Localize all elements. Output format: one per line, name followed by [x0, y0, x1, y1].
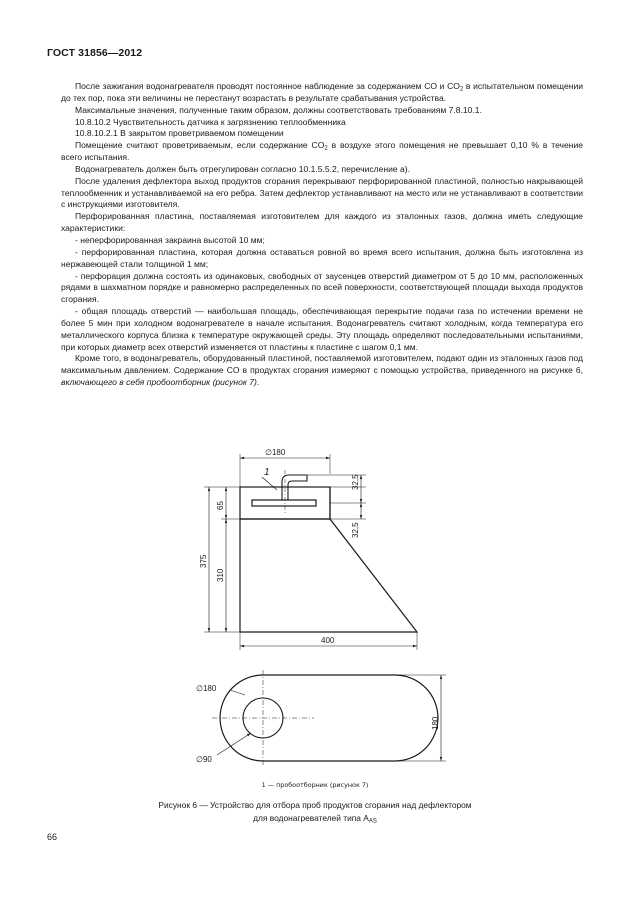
dim-plan-height: 180 [431, 716, 440, 730]
list-item: - перфорированная пластина, которая должна оставаться ровной во время всего испытания, должна быть изготовлена из нержавеющей стали толщиной 1 мм; [61, 246, 583, 269]
paragraph: После зажигания водонагревателя проводят постоянное наблюдение за содержанием CO и $CO_2$ в испытательном помещении до тех пор, пока эти величины не перестанут возрастать в результате срабатывания устройства. [61, 81, 584, 103]
side-view [240, 475, 417, 632]
paragraph: Кроме того, в водонагреватель, оборудованный пластиной, поставляемой изготовителем, подают один из эталонных газов под максимальным давлением. Содержание CO в продуктах сгорания измеряют с помощью устройства, приведенного на рисунке 6, включающего в себя пробоотборник (рисунок 7). [61, 353, 583, 388]
paragraph: Водонагреватель должен быть отрегулирован согласно 10.1.5.5.2, перечисление а). [75, 163, 410, 174]
dim-375: 375 [199, 554, 208, 568]
plan-view [212, 670, 446, 766]
dim-65: 65 [216, 501, 225, 510]
list-item: - неперфорированная закраина высотой 10 мм; [75, 234, 265, 245]
list-item: - общая площадь отверстий — наибольшая площадь, обеспечивающая перекрытие подачи газа по истечении времени не более 5 мин при холодном водонагревателе в начале испытания. Водонагреватель считают холодным, когда температура его металлического корпуса близка к температуре окружающей среды. Эту площадь определяют последовательными испытаниями, при которых диаметр всех отверстий изменяется от пластины к пластине с шагом 0,1 мм. [61, 306, 583, 352]
figure-caption: Рисунок 6 — Устройство для отбора проб продуктов сгорания над дефлектором для водонагревателей типа $A_{AS}$ [158, 800, 472, 824]
sampling-plate [252, 500, 316, 506]
svg-text:1: 1 [264, 467, 270, 478]
dim-plan-outer: ∅180 [196, 684, 217, 693]
dim-top-width: ∅180 [265, 448, 286, 457]
deflector-body-outline [240, 487, 417, 632]
paragraph: Помещение считают проветриваемым, если содержание $CO_2$ в воздухе этого помещения не превышает 0,10 % в течение всего испытания. [61, 140, 583, 163]
leader-inner [217, 733, 251, 755]
dim-cap-lower: 32,5 [351, 522, 360, 538]
paragraph: Перфорированная пластина, поставляемая изготовителем для каждого из эталонных газов, должна иметь следующие характеристики: [61, 211, 583, 234]
section-heading: 10.8.10.2.1 В закрытом проветриваемом помещении [75, 128, 284, 139]
leader-outer [230, 690, 245, 695]
dim-cap-height: 32,5 [351, 474, 360, 490]
paragraph: Максимальные значения, полученные таким образом, должны соответствовать требованиям 7.8.10.1. [75, 104, 482, 115]
dim-plan-inner: ∅90 [196, 755, 212, 764]
dim-310: 310 [216, 568, 225, 582]
section-heading: 10.8.10.2 Чувствительность датчика к загрязнению теплообменника [75, 116, 346, 127]
paragraph: После удаления дефлектора выход продуктов сгорания перекрывают перфорированной пластиной, полностью накрывающей теплообменник и устанавливаемой на его ребра. Затем дефлектор устанавливают на место или не устанавливают в соответствии с инструкциями изготовителя. [61, 175, 583, 210]
list-item: - перфорация должна состоять из одинаковых, свободных от заусенцев отверстий диаметром от 5 до 10 мм, расположенных рядами в шахматном порядке и равномерно распределенных по всей поверхности, соответствующей площади выхода продуктов сгорания. [61, 270, 583, 305]
figure-legend: 1 — пробоотборник (рисунок 7) [261, 781, 369, 789]
document-header: ГОСТ 31856—2012 [47, 47, 143, 59]
dim-400: 400 [321, 636, 335, 645]
page-number: 66 [47, 832, 58, 842]
